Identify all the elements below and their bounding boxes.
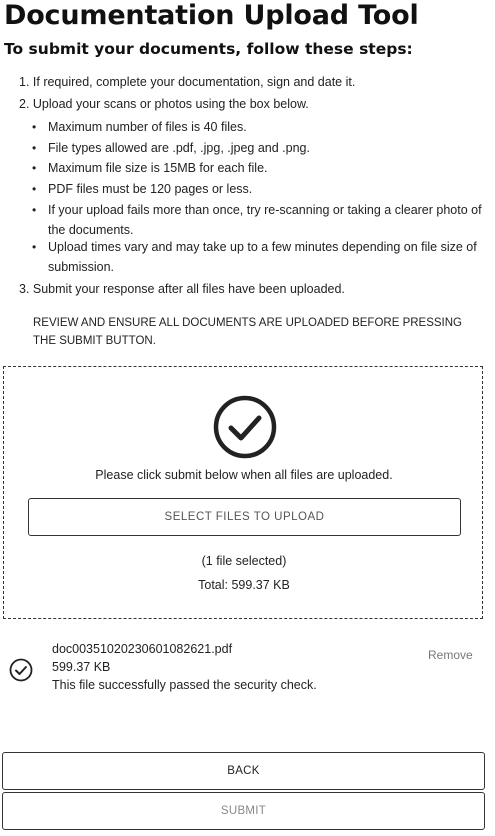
bullet-item: [32, 237, 487, 277]
check-circle-icon: [9, 658, 33, 682]
bullet-dot: •: [32, 203, 37, 217]
back-button[interactable]: BACK: [2, 752, 485, 790]
uploaded-file-item: [0, 640, 495, 700]
page-subtitle: To submit your documents, follow these steps:: [4, 40, 413, 58]
file-name: doc00351020230601082621.pdf: [52, 642, 233, 656]
upload-dropzone[interactable]: [3, 366, 483, 619]
bullet-text: Upload times vary and may take up to a few minutes depending on file size of submission.: [48, 240, 477, 274]
files-selected-count: (1 file selected): [201, 554, 287, 568]
file-size: 599.37 KB: [52, 660, 111, 674]
step-2: 2. Upload your scans or photos using the box below.: [19, 97, 309, 111]
bullet-item: [32, 179, 487, 199]
step-3: 3. Submit your response after all files have been uploaded.: [19, 282, 345, 296]
bullet-dot: •: [32, 240, 37, 254]
bullet-text: Maximum file size is 15MB for each file.: [48, 161, 268, 175]
bullet-dot: •: [32, 141, 37, 155]
files-total-size: Total: 599.37 KB: [198, 578, 290, 592]
select-files-button[interactable]: SELECT FILES TO UPLOAD: [28, 498, 461, 536]
bullet-dot: •: [32, 182, 37, 196]
bullet-dot: •: [32, 120, 37, 134]
bullet-text: If your upload fails more than once, try re-scanning or taking a clearer photo of the documents.: [48, 203, 482, 237]
bullet-dot: •: [32, 161, 37, 175]
remove-file-link[interactable]: Remove: [428, 648, 473, 662]
bullet-item: [32, 200, 487, 240]
bullet-item: [32, 158, 487, 178]
dropzone-prompt: Please click submit below when all files are uploaded.: [95, 468, 393, 482]
bullet-text: PDF files must be 120 pages or less.: [48, 182, 253, 196]
submit-button[interactable]: SUBMIT: [2, 792, 485, 830]
bullet-item: [32, 117, 487, 137]
bullet-item: [32, 138, 487, 158]
file-security-status: This file successfully passed the security check.: [52, 678, 317, 692]
bullet-text: File types allowed are .pdf, .jpg, .jpeg and .png.: [48, 141, 310, 155]
review-notice: REVIEW AND ENSURE ALL DOCUMENTS ARE UPLOADED BEFORE PRESSING THE SUBMIT BUTTON.: [33, 317, 463, 347]
step-1: 1. If required, complete your documentation, sign and date it.: [19, 75, 356, 89]
check-circle-icon: [212, 394, 278, 460]
bullet-text: Maximum number of files is 40 files.: [48, 120, 247, 134]
page-title: Documentation Upload Tool: [4, 0, 419, 31]
